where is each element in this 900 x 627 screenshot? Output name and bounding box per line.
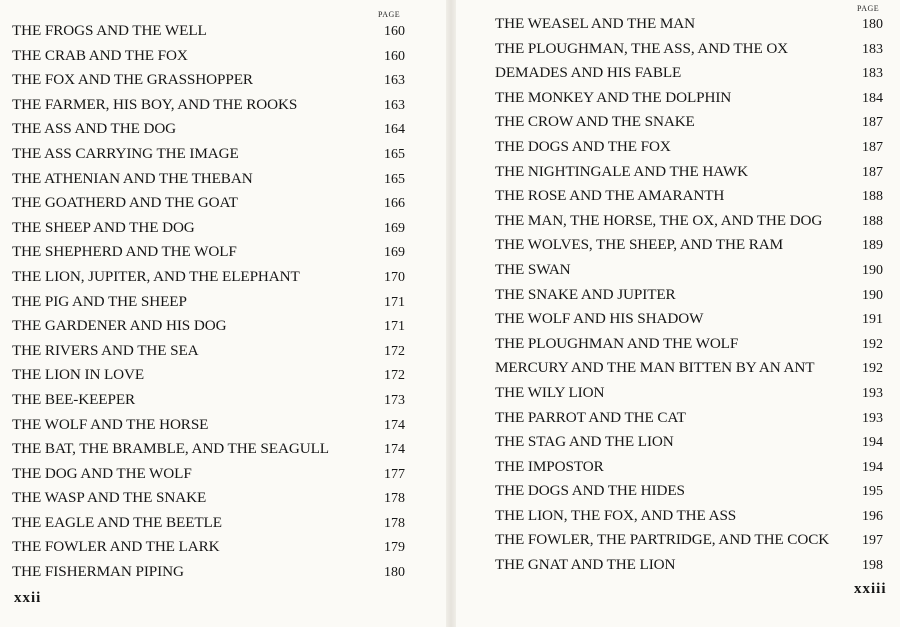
entry-title: THE PARROT AND THE CAT <box>495 408 686 426</box>
entry-title: THE MAN, THE HORSE, THE OX, AND THE DOG <box>495 211 823 229</box>
contents-entry <box>12 68 405 93</box>
contents-entry <box>495 209 883 234</box>
entry-page-number: 193 <box>862 410 883 426</box>
page-column-heading: PAGE <box>857 4 880 13</box>
entry-page-number: 183 <box>862 66 883 82</box>
contents-entry <box>495 86 883 111</box>
contents-entry <box>12 511 405 536</box>
entry-title: THE FOWLER AND THE LARK <box>12 538 220 556</box>
entry-title: THE WASP AND THE SNAKE <box>12 489 207 507</box>
entry-title: THE BAT, THE BRAMBLE, AND THE SEAGULL <box>12 440 329 458</box>
page-folio: xxii <box>14 590 42 606</box>
contents-entry <box>495 356 883 381</box>
entry-title: THE PLOUGHMAN, THE ASS, AND THE OX <box>495 39 789 57</box>
contents-entry <box>495 553 883 578</box>
contents-entry <box>495 307 883 332</box>
contents-entry <box>12 44 405 69</box>
entry-page-number: 194 <box>862 459 883 475</box>
entry-title: THE SNAKE AND JUPITER <box>495 285 676 303</box>
entry-page-number: 179 <box>384 540 405 556</box>
entry-title: THE WOLF AND HIS SHADOW <box>495 310 704 328</box>
contents-entry <box>495 381 883 406</box>
contents-entry <box>495 528 883 553</box>
entry-title: THE PIG AND THE SHEEP <box>12 292 187 310</box>
entry-page-number: 163 <box>384 97 405 113</box>
entry-page-number: 188 <box>862 213 883 229</box>
entry-page-number: 192 <box>862 361 883 377</box>
entry-page-number: 174 <box>384 442 405 458</box>
entry-page-number: 170 <box>384 269 405 285</box>
contents-entry <box>495 504 883 529</box>
entry-title: DEMADES AND HIS FABLE <box>495 64 682 82</box>
entry-title: THE WILY LION <box>495 383 605 401</box>
entry-page-number: 197 <box>862 533 883 549</box>
entry-page-number: 163 <box>384 73 405 89</box>
entry-title: THE MONKEY AND THE DOLPHIN <box>495 88 732 106</box>
contents-entry <box>12 486 405 511</box>
contents-entry <box>495 455 883 480</box>
entry-page-number: 187 <box>862 164 883 180</box>
entry-title: THE CRAB AND THE FOX <box>12 46 188 64</box>
entry-page-number: 198 <box>862 558 883 574</box>
contents-entry <box>495 233 883 258</box>
entry-page-number: 174 <box>384 417 405 433</box>
entry-page-number: 169 <box>384 245 405 261</box>
entry-title: THE LION, JUPITER, AND THE ELEPHANT <box>12 267 300 285</box>
entry-title: THE GOATHERD AND THE GOAT <box>12 194 238 212</box>
contents-entry <box>12 191 405 216</box>
contents-entry <box>12 388 405 413</box>
entry-page-number: 190 <box>862 287 883 303</box>
entry-page-number: 183 <box>862 41 883 57</box>
entry-page-number: 171 <box>384 294 405 310</box>
entry-title: THE EAGLE AND THE BEETLE <box>12 513 222 531</box>
left-page <box>0 0 446 627</box>
contents-entry <box>12 535 405 560</box>
entry-page-number: 195 <box>862 484 883 500</box>
entry-page-number: 169 <box>384 220 405 236</box>
entry-title: THE FOX AND THE GRASSHOPPER <box>12 71 253 89</box>
page-folio: xxiii <box>854 581 887 597</box>
entry-page-number: 184 <box>862 90 883 106</box>
entry-title: THE FARMER, HIS BOY, AND THE ROOKS <box>12 95 298 113</box>
entry-page-number: 188 <box>862 189 883 205</box>
contents-entry <box>495 160 883 185</box>
contents-entry <box>495 12 883 37</box>
contents-entry <box>12 142 405 167</box>
contents-entry <box>12 413 405 438</box>
contents-entry <box>495 135 883 160</box>
entry-page-number: 160 <box>384 48 405 64</box>
contents-entry <box>12 167 405 192</box>
entry-page-number: 180 <box>862 17 883 32</box>
entry-title: THE FOWLER, THE PARTRIDGE, AND THE COCK <box>495 531 830 549</box>
entry-title: THE ASS AND THE DOG <box>12 120 177 138</box>
entry-title: THE GNAT AND THE LION <box>495 556 676 574</box>
entry-page-number: 178 <box>384 491 405 507</box>
contents-entry <box>12 117 405 142</box>
contents-entry <box>495 479 883 504</box>
entry-title: THE ROSE AND THE AMARANTH <box>495 187 725 205</box>
entry-title: THE LION, THE FOX, AND THE ASS <box>495 506 737 524</box>
entry-page-number: 172 <box>384 343 405 359</box>
entry-page-number: 187 <box>862 139 883 155</box>
contents-entry <box>495 430 883 455</box>
entry-page-number: 194 <box>862 435 883 451</box>
entry-title: THE SHEEP AND THE DOG <box>12 218 195 236</box>
entry-page-number: 164 <box>384 122 405 138</box>
entry-title: MERCURY AND THE MAN BITTEN BY AN ANT <box>495 359 815 377</box>
contents-entry <box>12 363 405 388</box>
entry-title: THE PLOUGHMAN AND THE WOLF <box>495 334 739 352</box>
entry-title: THE LION IN LOVE <box>12 366 145 384</box>
contents-entry <box>495 61 883 86</box>
entry-title: THE DOGS AND THE FOX <box>495 137 671 155</box>
entry-title: THE WEASEL AND THE MAN <box>495 15 696 32</box>
entry-page-number: 173 <box>384 392 405 408</box>
page-column-heading: PAGE <box>378 10 401 19</box>
entry-page-number: 166 <box>384 196 405 212</box>
entry-page-number: 172 <box>384 368 405 384</box>
contents-entry <box>495 332 883 357</box>
contents-entry <box>495 258 883 283</box>
entry-page-number: 192 <box>862 336 883 352</box>
entry-title: THE WOLF AND THE HORSE <box>12 415 209 433</box>
entry-title: THE FISHERMAN PIPING <box>12 563 184 581</box>
entry-page-number: 190 <box>862 262 883 278</box>
contents-entry <box>495 184 883 209</box>
entry-title: THE WOLVES, THE SHEEP, AND THE RAM <box>495 236 783 254</box>
entry-title: THE RIVERS AND THE SEA <box>12 341 199 359</box>
entry-page-number: 193 <box>862 385 883 401</box>
contents-entry <box>12 314 405 339</box>
entry-title: THE ASS CARRYING THE IMAGE <box>12 144 239 162</box>
contents-list <box>495 12 883 578</box>
entry-title: THE BEE-KEEPER <box>12 390 136 408</box>
entry-title: THE CROW AND THE SNAKE <box>495 113 695 131</box>
contents-entry <box>12 560 405 585</box>
entry-page-number: 177 <box>384 466 405 482</box>
contents-entry <box>12 339 405 364</box>
entry-page-number: 178 <box>384 515 405 531</box>
contents-entry <box>12 265 405 290</box>
contents-entry <box>12 437 405 462</box>
contents-entry <box>495 406 883 431</box>
right-page <box>456 0 900 627</box>
entry-page-number: 196 <box>862 508 883 524</box>
contents-entry <box>495 110 883 135</box>
entry-title: THE ATHENIAN AND THE THEBAN <box>12 169 253 187</box>
contents-entry <box>12 462 405 487</box>
contents-entry <box>12 19 405 44</box>
entry-page-number: 165 <box>384 146 405 162</box>
entry-page-number: 187 <box>862 115 883 131</box>
entry-title: THE GARDENER AND HIS DOG <box>12 317 227 335</box>
entry-title: THE STAG AND THE LION <box>495 433 674 451</box>
entry-title: THE FROGS AND THE WELL <box>12 22 207 39</box>
entry-title: THE SHEPHERD AND THE WOLF <box>12 243 237 261</box>
entry-title: THE SWAN <box>495 260 571 278</box>
entry-title: THE IMPOSTOR <box>495 457 604 475</box>
entry-title: THE DOG AND THE WOLF <box>12 464 192 482</box>
entry-page-number: 191 <box>862 312 883 328</box>
entry-page-number: 171 <box>384 319 405 335</box>
contents-entry <box>495 37 883 62</box>
contents-entry <box>12 290 405 315</box>
contents-entry <box>12 240 405 265</box>
entry-title: THE DOGS AND THE HIDES <box>495 482 685 500</box>
entry-page-number: 189 <box>862 238 883 254</box>
entry-page-number: 180 <box>384 565 405 581</box>
contents-list <box>12 19 405 585</box>
contents-entry <box>495 283 883 308</box>
contents-entry <box>12 93 405 118</box>
book-gutter <box>446 0 456 627</box>
entry-page-number: 165 <box>384 171 405 187</box>
entry-title: THE NIGHTINGALE AND THE HAWK <box>495 162 748 180</box>
entry-page-number: 160 <box>384 24 405 39</box>
contents-entry <box>12 216 405 241</box>
